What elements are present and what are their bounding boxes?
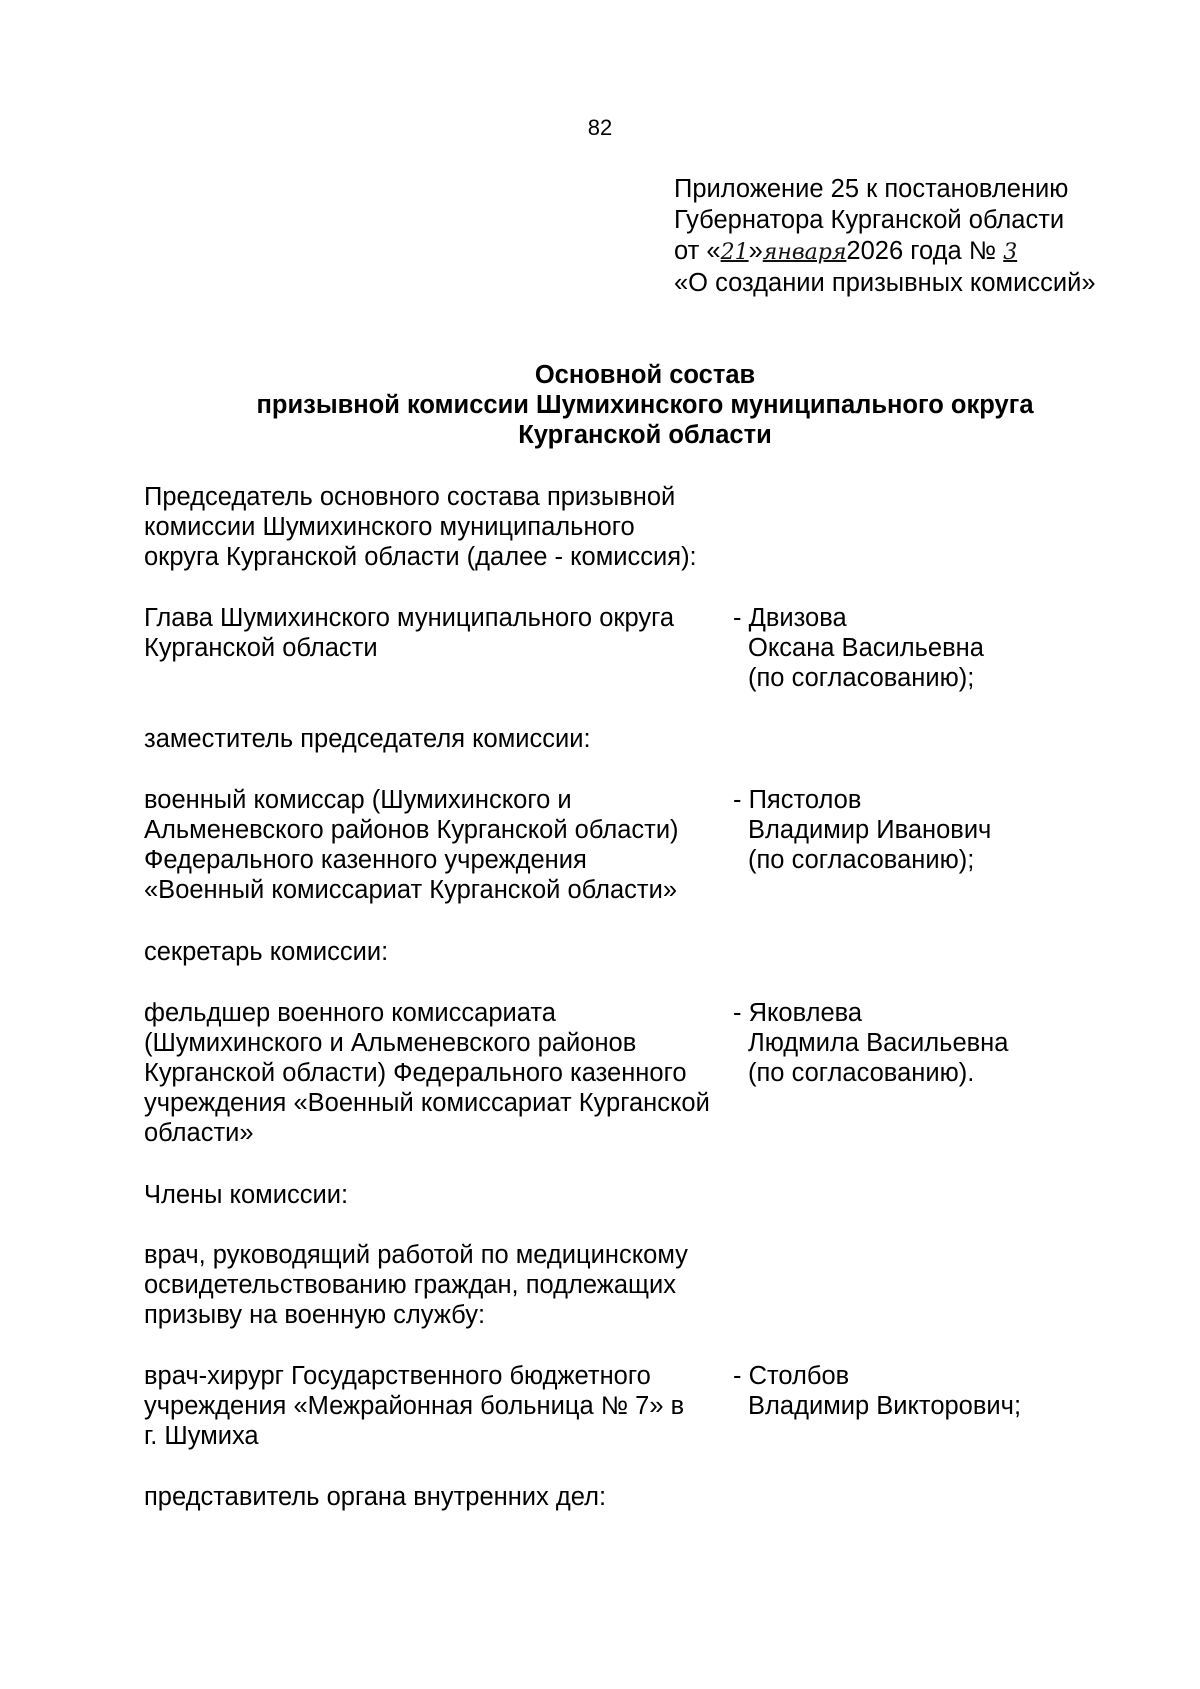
title-line-3: Курганской области <box>518 421 772 449</box>
chairman-heading-line-2: комиссии Шумихинского муниципального <box>144 513 635 541</box>
appendix-line-3 <box>674 236 1096 268</box>
appendix-line-2: Губернатора Курганской области <box>674 206 1065 234</box>
deputy-position-line-4: «Военный комиссариат Курганской области» <box>144 876 678 904</box>
doctor-name <box>733 1361 1021 1421</box>
chairman-heading <box>144 482 697 572</box>
deputy-note: (по согласованию); <box>748 846 975 874</box>
deputy-position-line-1: военный комиссар (Шумихинского и <box>144 786 572 814</box>
chairman-name <box>733 603 984 693</box>
deputy-heading: заместитель председателя комиссии: <box>144 725 591 753</box>
handwritten-number: 3 <box>1003 240 1018 265</box>
appendix-line-1: Приложение 25 к постановлению <box>674 175 1069 203</box>
secretary-position <box>144 998 724 1148</box>
deputy-position-line-2: Альменевского районов Курганской области) <box>144 816 679 844</box>
chairman-position-line-2: Курганской области <box>144 634 378 662</box>
deputy-surname: - Пястолов <box>733 786 862 814</box>
appendix-header <box>674 174 1096 299</box>
date-quote-close: » <box>748 237 763 265</box>
doctor-surname: - Столбов <box>733 1362 850 1390</box>
doctor-heading-line-1: врач, руководящий работой по медицинскому <box>144 1241 688 1269</box>
secretary-given-names: Людмила Васильевна <box>748 1029 1009 1057</box>
chairman-note: (по согласованию); <box>748 664 975 692</box>
deputy-name <box>733 785 991 875</box>
page-number: 82 <box>587 115 613 140</box>
doctor-heading <box>144 1240 688 1330</box>
date-year: 2026 года № <box>846 237 997 265</box>
secretary-position-line-2: (Шумихинского и Альменевского районов <box>144 1029 637 1057</box>
deputy-given-names: Владимир Иванович <box>748 816 992 844</box>
secretary-position-line-5: области» <box>144 1119 254 1147</box>
document-title <box>0 360 1200 450</box>
chairman-given-names: Оксана Васильевна <box>748 634 984 662</box>
handwritten-day: 21 <box>720 240 749 265</box>
secretary-position-line-1: фельдшер военного комиссариата <box>144 999 556 1027</box>
doctor-given-names: Владимир Викторович; <box>748 1392 1022 1420</box>
appendix-line-4: «О создании призывных комиссий» <box>674 269 1096 297</box>
secretary-name <box>733 998 1008 1088</box>
doctor-heading-line-3: призыву на военную службу: <box>144 1301 486 1329</box>
secretary-surname: - Яковлева <box>733 999 863 1027</box>
title-line-2: призывной комиссии Шумихинского муниципального округа <box>256 391 1034 419</box>
doctor-heading-line-2: освидетельствованию граждан, подлежащих <box>144 1271 677 1299</box>
chairman-surname: - Двизова <box>733 604 847 632</box>
chairman-position <box>144 603 724 663</box>
doctor-position-line-1: врач-хирург Государственного бюджетного <box>144 1362 651 1390</box>
chairman-heading-line-1: Председатель основного состава призывной <box>144 483 676 511</box>
deputy-position-line-3: Федерального казенного учреждения <box>144 846 587 874</box>
secretary-position-line-4: учреждения «Военный комиссариат Курганской <box>144 1089 710 1117</box>
secretary-position-line-3: Курганской области) Федерального казенного <box>144 1059 687 1087</box>
chairman-heading-line-3: округа Курганской области (далее - комиссия): <box>144 543 697 571</box>
doctor-position <box>144 1361 724 1451</box>
doctor-position-line-3: г. Шумиха <box>144 1422 259 1450</box>
handwritten-month: января <box>762 240 847 265</box>
secretary-heading: секретарь комиссии: <box>144 938 389 966</box>
secretary-note: (по согласованию). <box>748 1059 975 1087</box>
members-heading: Члены комиссии: <box>144 1181 349 1209</box>
police-heading: представитель органа внутренних дел: <box>144 1483 607 1511</box>
title-line-1: Основной состав <box>534 361 756 389</box>
chairman-position-line-1: Глава Шумихинского муниципального округа <box>144 604 675 632</box>
date-prefix: от « <box>674 237 721 265</box>
deputy-position <box>144 785 724 905</box>
doctor-position-line-2: учреждения «Межрайонная больница № 7» в <box>144 1392 685 1420</box>
